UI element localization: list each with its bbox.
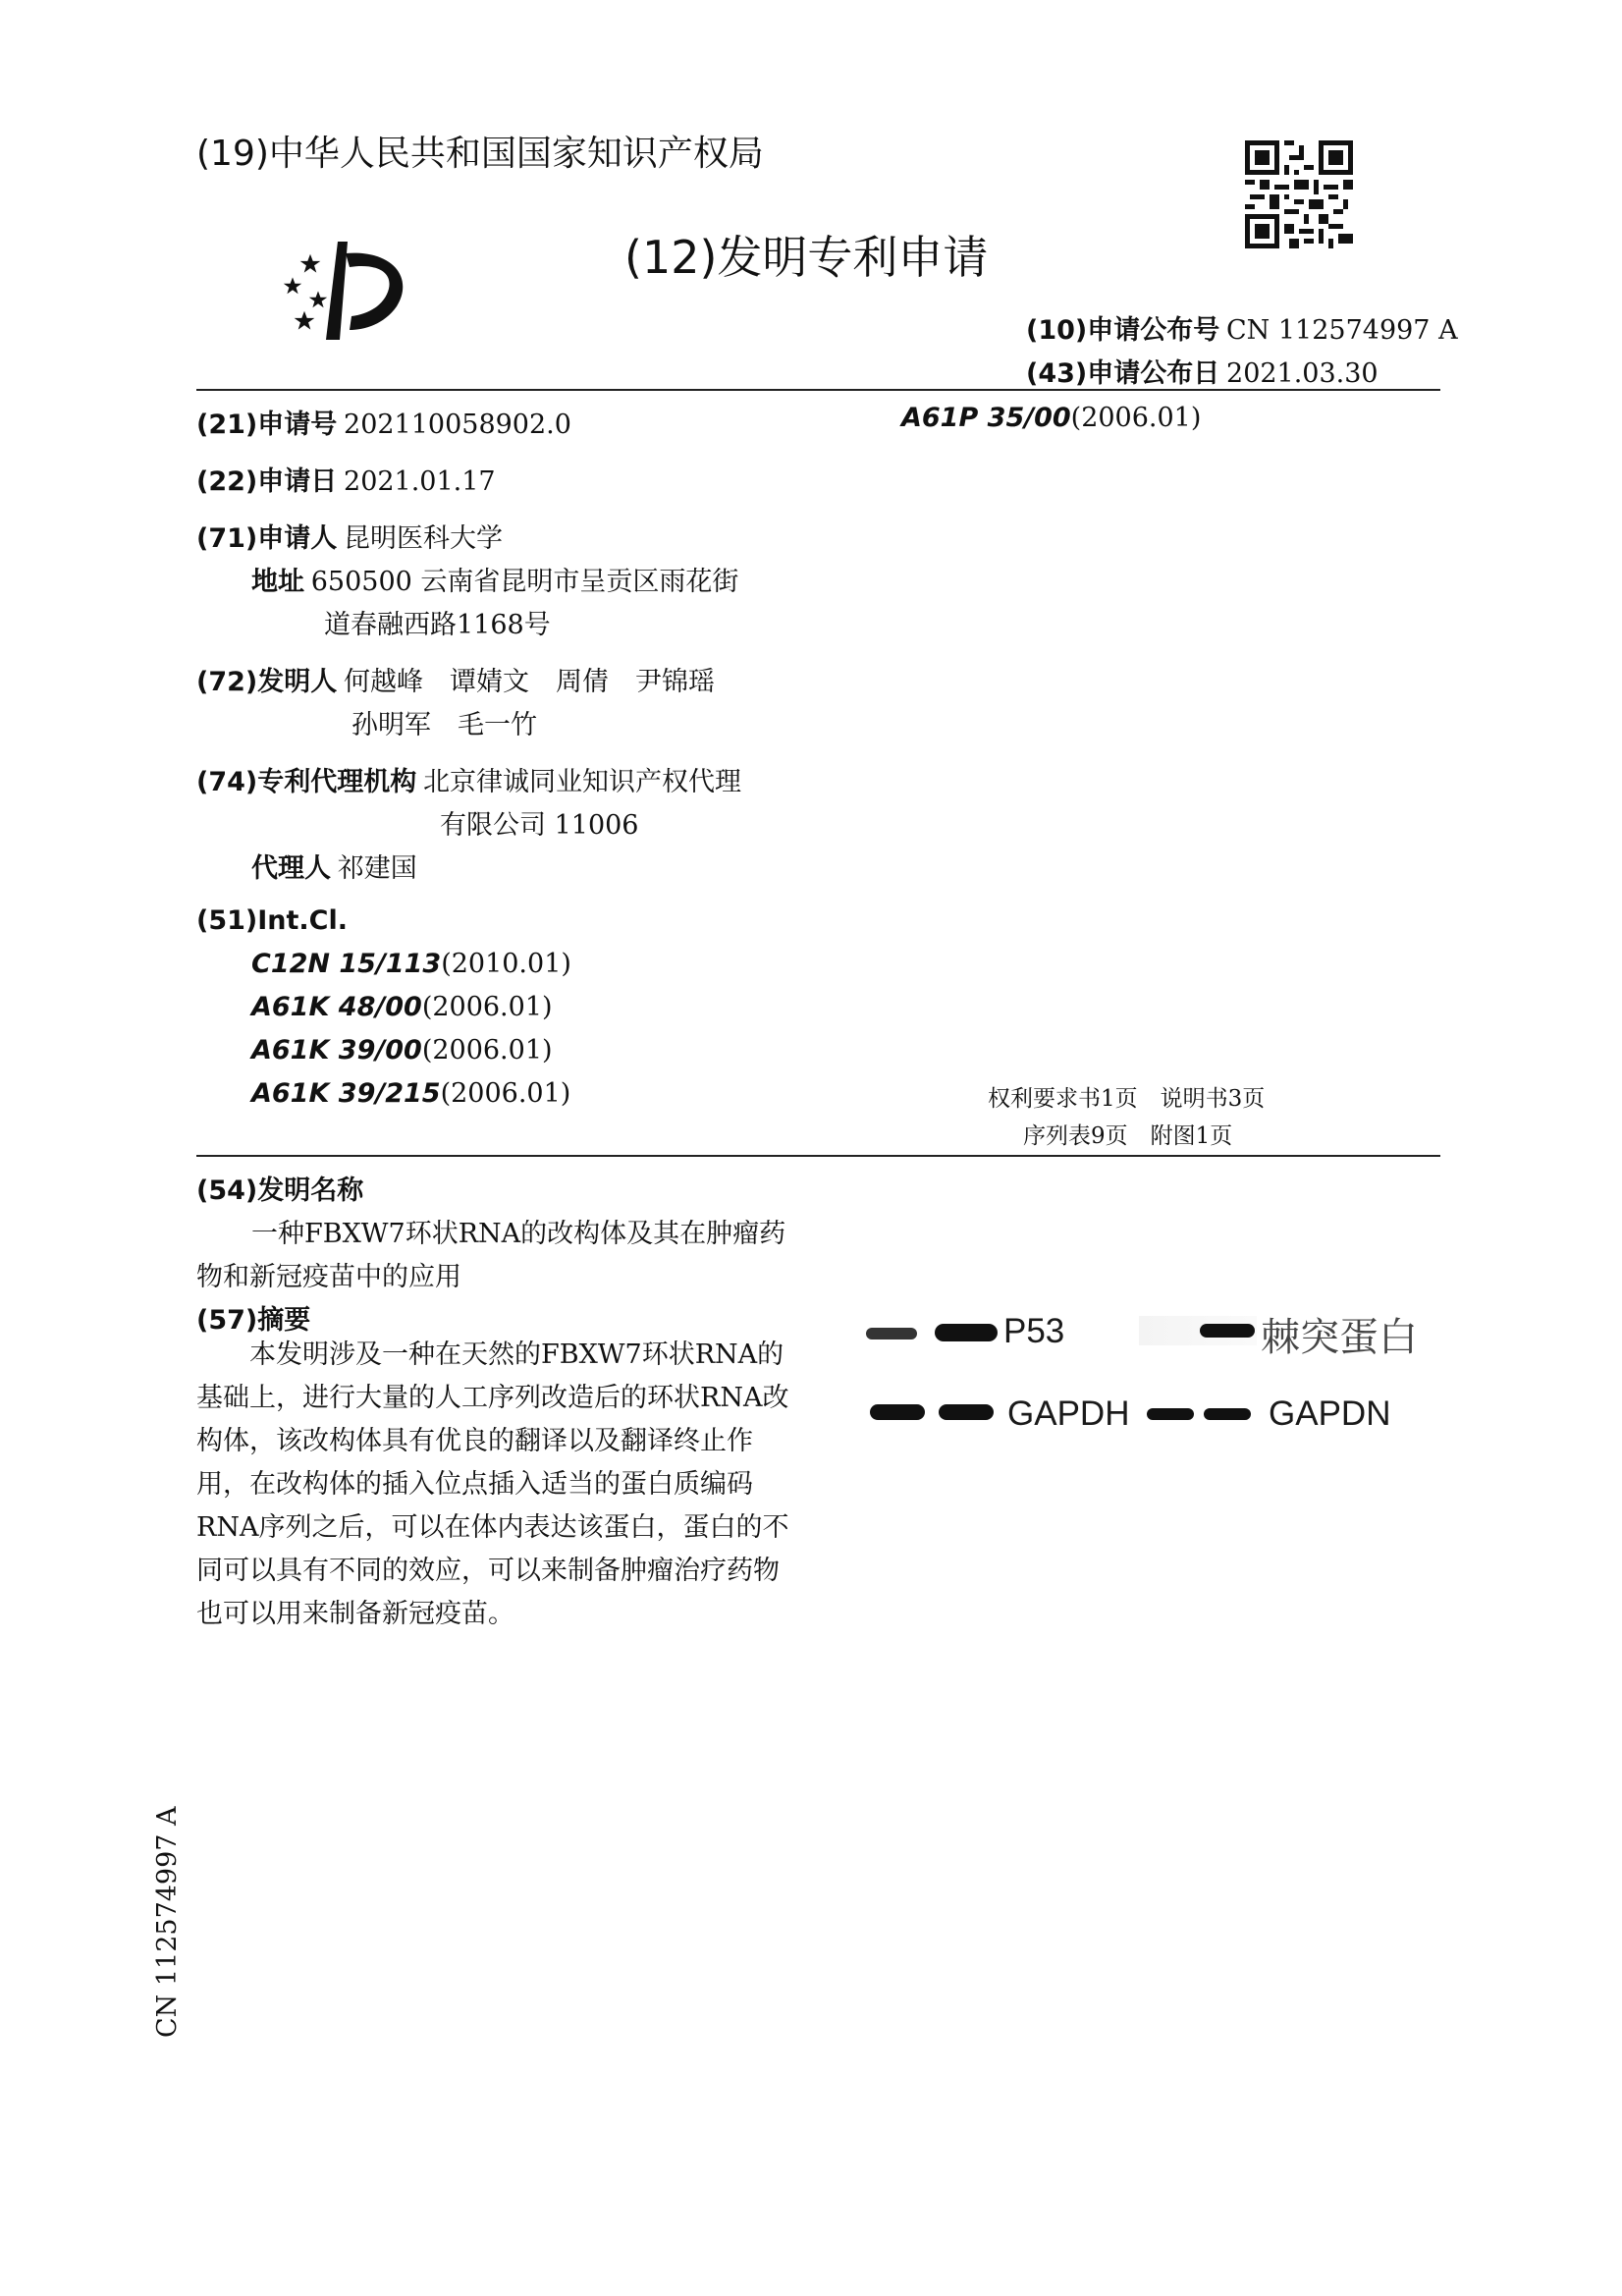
- cnipa-logo: [267, 224, 424, 347]
- intcl-version: (2006.01): [421, 1035, 553, 1066]
- inventors-line-1: 何越峰 谭婧文 周倩 尹锦瑶: [344, 667, 716, 697]
- filing-date: 2021.01.17: [344, 466, 496, 497]
- applicant: 昆明医科大学: [344, 523, 504, 554]
- publication-date: 2021.03.30: [1226, 358, 1379, 389]
- intcl-code: A61K 39/215: [251, 1078, 441, 1109]
- application-number-label: (21)申请号: [196, 410, 338, 440]
- western-blot-figure: [854, 1296, 1443, 1444]
- inventors-label: (72)发明人: [196, 667, 338, 697]
- address-line-1: 650500 云南省昆明市呈贡区雨花街: [310, 567, 739, 597]
- abstract-label: (57)摘要: [196, 1305, 311, 1336]
- agent-label: 代理人: [251, 853, 331, 884]
- intcl-code: C12N 15/113: [251, 949, 442, 979]
- inventors-line: [196, 660, 715, 698]
- agency-line-1: 北京律诚同业知识产权代理: [423, 767, 742, 797]
- intcl-code: A61K 48/00: [251, 992, 422, 1022]
- primary-class-code: A61P 35/00: [901, 403, 1071, 433]
- intcl-item: [251, 1035, 553, 1066]
- address-line-2: 道春融西路1168号: [324, 610, 551, 640]
- publication-number: CN 112574997 A: [1226, 315, 1458, 346]
- agency-line: [196, 760, 741, 798]
- title-label: (54)发明名称: [196, 1175, 364, 1206]
- intcl-item: [251, 992, 553, 1022]
- blot-band: [870, 1404, 925, 1420]
- publication-number-line: [1026, 308, 1458, 347]
- agent: 祁建国: [337, 853, 417, 884]
- primary-classification: [901, 403, 1201, 433]
- intcl-item: [251, 1078, 570, 1109]
- publication-type: (12)发明专利申请: [624, 231, 989, 284]
- applicant-label: (71)申请人: [196, 523, 338, 554]
- publication-number-label: (10)申请公布号: [1026, 315, 1220, 346]
- invention-title-line-1: 一种FBXW7环状RNA的改构体及其在肿瘤药: [251, 1219, 786, 1249]
- intcl-version: (2006.01): [440, 1078, 571, 1109]
- blot-band: [1200, 1324, 1255, 1338]
- p53-label: P53: [1003, 1312, 1065, 1350]
- blot-band: [1147, 1408, 1194, 1420]
- agency-label: (74)专利代理机构: [196, 767, 417, 797]
- intcl-version: (2010.01): [441, 949, 571, 979]
- primary-class-version: (2006.01): [1070, 403, 1202, 433]
- biblio-divider: [196, 1155, 1440, 1157]
- intcl-item: [251, 949, 571, 979]
- agency-line-2: 有限公司 11006: [440, 810, 639, 841]
- address-label: 地址: [251, 567, 304, 597]
- blot-band: [935, 1324, 998, 1341]
- blot-band: [1204, 1408, 1251, 1420]
- intcl-heading: [196, 905, 348, 936]
- publication-date-line: [1026, 352, 1379, 390]
- header-divider: [196, 389, 1440, 391]
- intcl-label: (51)Int.Cl.: [196, 905, 349, 936]
- filing-date-line: [196, 460, 496, 498]
- gapdh-label-1: GAPDH: [1007, 1394, 1130, 1433]
- abstract-heading: [196, 1298, 310, 1337]
- inventors-line-2: 孙明军 毛一竹: [351, 710, 537, 740]
- abstract-text: 本发明涉及一种在天然的FBXW7环状RNA的基础上，进行大量的人工序列改造后的环状RNA改构体，该改构体具有优良的翻译以及翻译终止作用，在改构体的插入位点插入适当的蛋白质编码RNA序列之后，可以在体内表达该蛋白，蛋白的不同可以具有不同的效应，可以来制备肿瘤治疗药物也可以用来制备新冠疫苗。: [196, 1339, 789, 1629]
- side-publication-number: CN 112574997 A: [152, 1806, 183, 2038]
- gapdh-label-2: GAPDN: [1269, 1394, 1391, 1433]
- title-heading: [196, 1169, 363, 1207]
- intcl-code: A61K 39/00: [251, 1035, 422, 1066]
- filing-date-label: (22)申请日: [196, 466, 338, 497]
- issuing-office: (19)中华人民共和国国家知识产权局: [196, 134, 764, 174]
- intcl-version: (2006.01): [421, 992, 553, 1022]
- page-count-line-1: 权利要求书1页 说明书3页: [988, 1086, 1266, 1112]
- qr-code: [1245, 140, 1353, 248]
- application-number: 202110058902.0: [344, 410, 571, 440]
- invention-title-line-2: 物和新冠疫苗中的应用: [196, 1262, 461, 1292]
- address-line: [251, 560, 738, 598]
- applicant-line: [196, 517, 503, 555]
- agent-line: [251, 847, 417, 885]
- spike-protein-label: 棘突蛋白: [1261, 1315, 1418, 1360]
- application-number-line: [196, 403, 571, 441]
- page-count-line-2: 序列表9页 附图1页: [1023, 1123, 1233, 1149]
- publication-date-label: (43)申请公布日: [1026, 358, 1220, 389]
- blot-band: [866, 1328, 917, 1339]
- blot-band: [939, 1404, 994, 1420]
